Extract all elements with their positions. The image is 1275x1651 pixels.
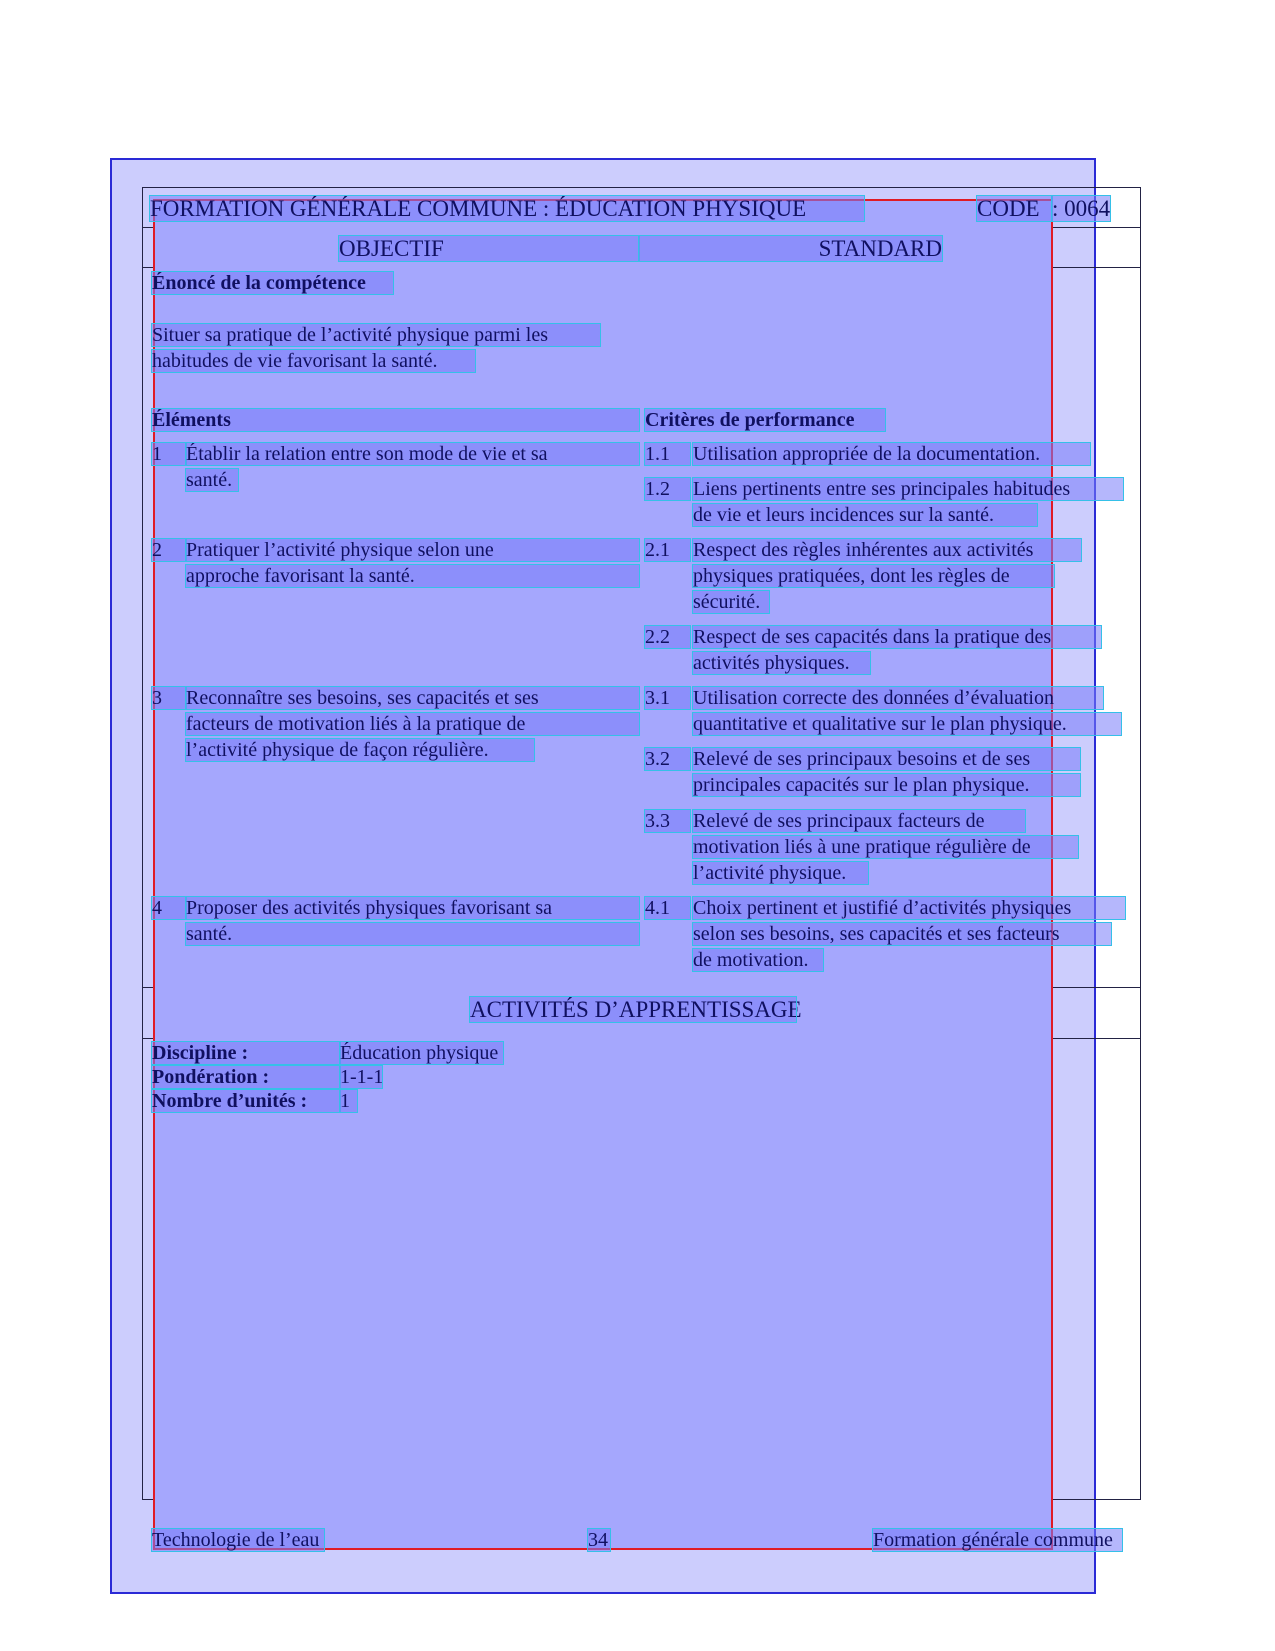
element-number: 2 — [152, 539, 186, 561]
critere-number: 3.2 — [645, 748, 690, 770]
critere-text: selon ses besoins, ses capacités et ses facteurs — [693, 923, 1111, 945]
critere-text: Utilisation correcte des données d’évaluation — [693, 687, 1103, 709]
critere-number: 4.1 — [645, 897, 690, 919]
column-header-standard: STANDARD — [639, 236, 942, 261]
element-number: 1 — [152, 443, 186, 465]
criteres-heading: Critères de performance — [645, 409, 885, 431]
elements-heading: Éléments — [152, 409, 639, 431]
critere-text: Respect de ses capacités dans la pratique des — [693, 626, 1101, 648]
page-number: 34 — [588, 1529, 608, 1551]
element-text: approche favorisant la santé. — [186, 565, 639, 587]
content-area — [153, 199, 1053, 1550]
element-text: santé. — [186, 923, 639, 945]
ponderation-label: Pondération : — [152, 1066, 340, 1088]
critere-text: de vie et leurs incidences sur la santé. — [693, 504, 1037, 526]
footer-left: Technologie de l’eau — [152, 1529, 324, 1551]
critere-text: de motivation. — [693, 949, 823, 971]
discipline-label: Discipline : — [152, 1042, 340, 1064]
element-number: 3 — [152, 687, 186, 709]
element-text: Proposer des activités physiques favorisant sa — [186, 897, 639, 919]
critere-number: 3.1 — [645, 687, 690, 709]
critere-number: 2.2 — [645, 626, 690, 648]
footer-right: Formation générale commune — [873, 1529, 1122, 1551]
critere-text: Respect des règles inhérentes aux activités — [693, 539, 1081, 561]
discipline-value: Éducation physique — [340, 1042, 503, 1064]
element-text: facteurs de motivation liés à la pratique de — [186, 713, 639, 735]
critere-text: l’activité physique. — [693, 862, 868, 884]
critere-number: 3.3 — [645, 810, 690, 832]
element-text: l’activité physique de façon régulière. — [186, 739, 534, 761]
critere-text: motivation liés à une pratique régulière de — [693, 836, 1078, 858]
element-text: Reconnaître ses besoins, ses capacités et ses — [186, 687, 639, 709]
unites-value: 1 — [340, 1090, 357, 1112]
critere-number: 1.2 — [645, 478, 690, 500]
activites-heading: ACTIVITÉS D’APPRENTISSAGE — [470, 997, 802, 1022]
unites-label: Nombre d’unités : — [152, 1090, 340, 1112]
critere-text: Choix pertinent et justifié d’activités physiques — [693, 897, 1125, 919]
competence-heading: Énoncé de la compétence — [152, 272, 393, 294]
critere-text: sécurité. — [693, 591, 769, 613]
critere-text: Relevé de ses principaux besoins et de ses — [693, 748, 1080, 770]
critere-text: activités physiques. — [693, 652, 870, 674]
column-header-objectif: OBJECTIF — [339, 236, 639, 261]
element-text: Établir la relation entre son mode de vie et sa — [186, 443, 639, 465]
critere-text: Utilisation appropriée de la documentation. — [693, 443, 1090, 465]
competence-line: habitudes de vie favorisant la santé. — [152, 350, 475, 372]
ponderation-value: 1-1-1 — [340, 1066, 384, 1088]
critere-text: quantitative et qualitative sur le plan physique. — [693, 713, 1121, 735]
critere-text: principales capacités sur le plan physique. — [693, 774, 1080, 796]
element-text: Pratiquer l’activité physique selon une — [186, 539, 639, 561]
competence-line: Situer sa pratique de l’activité physique parmi les — [152, 324, 600, 346]
code-label: CODE — [977, 196, 1052, 221]
critere-number: 2.1 — [645, 539, 690, 561]
critere-text: Liens pertinents entre ses principales habitudes — [693, 478, 1123, 500]
document-title: FORMATION GÉNÉRALE COMMUNE : ÉDUCATION PHYSIQUE — [150, 196, 864, 221]
code-value: : 0064 — [1052, 196, 1111, 221]
element-number: 4 — [152, 897, 186, 919]
element-text: santé. — [186, 469, 238, 491]
critere-number: 1.1 — [645, 443, 690, 465]
critere-text: Relevé de ses principaux facteurs de — [693, 810, 1025, 832]
critere-text: physiques pratiquées, dont les règles de — [693, 565, 1054, 587]
